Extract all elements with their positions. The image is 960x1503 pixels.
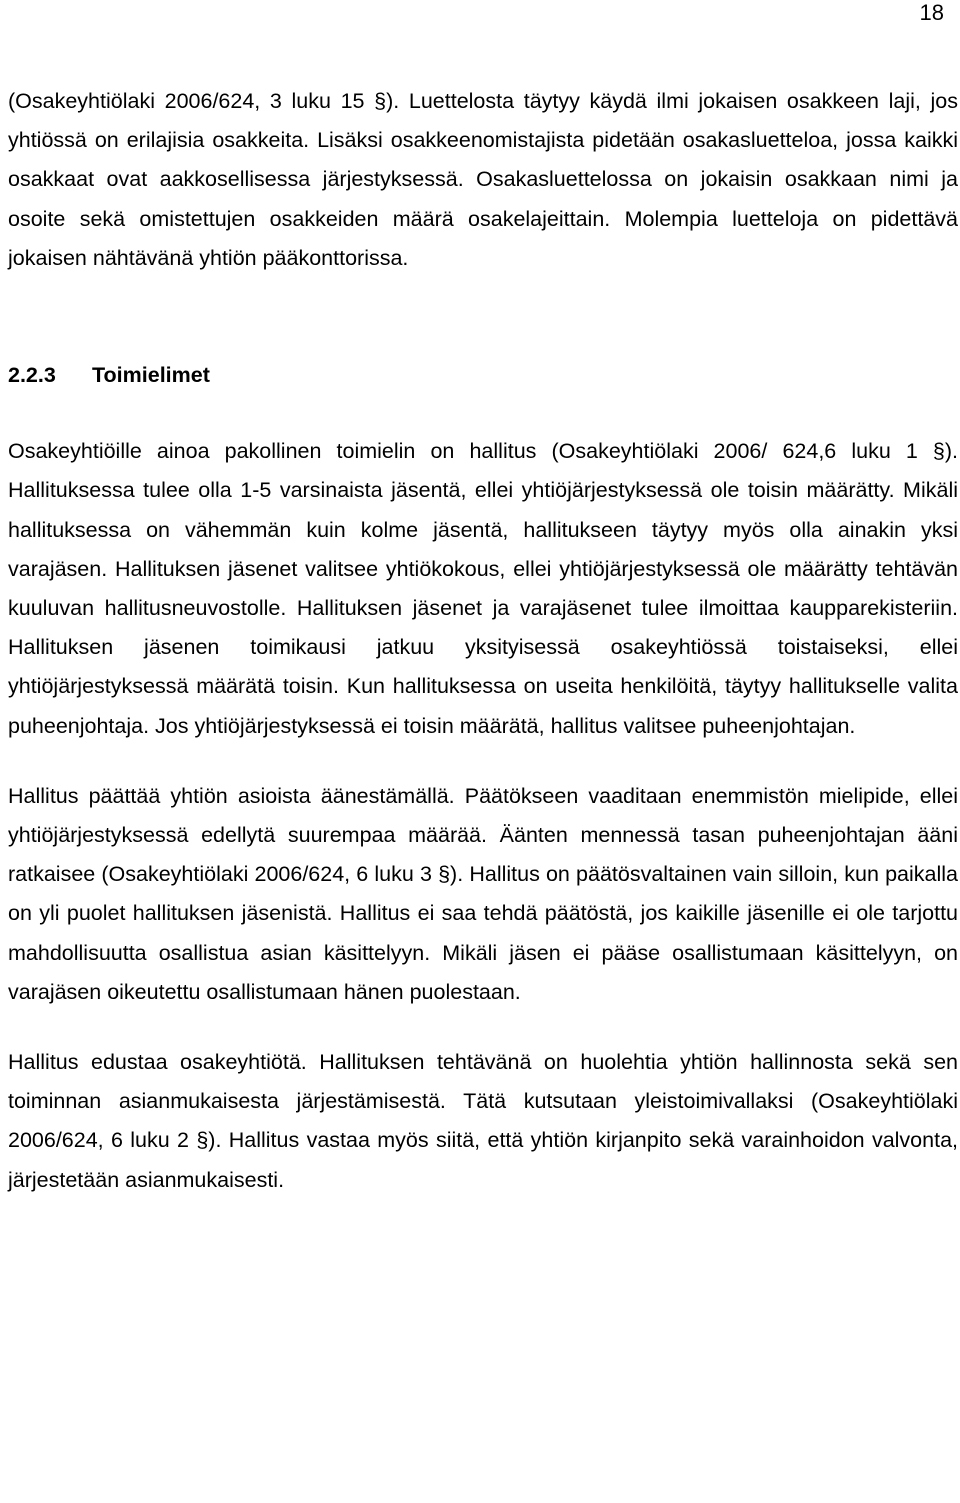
document-body: [8, 82, 958, 1200]
section-heading: [8, 356, 958, 395]
paragraph: (Osakeyhtiölaki 2006/624, 3 luku 15 §). Luettelosta täytyy käydä ilmi jokaisen osakkeen laji, jos yhtiössä on erilajisia osakkeita. Lisäksi osakkeenomistajista pidetään osakasluetteloa, jossa kaikki osakkaat ovat aakkosellisessa järjestyksessä. Osakasluettelossa on jokaisin osakkaan nimi ja osoite sekä omistettujen osakkeiden määrä osakelajeittain. Molempia luetteloja on pidettävä jokaisen nähtävänä yhtiön pääkonttorissa.: [8, 89, 958, 270]
page-number: 18: [919, 0, 944, 25]
paragraph: Hallitus edustaa osakeyhtiötä. Hallituksen tehtävänä on huolehtia yhtiön hallinnosta sekä sen toiminnan asianmukaisesta järjestämisestä. Tätä kutsutaan yleistoimivallaksi (Osakeyhtiölaki 2006/624, 6 luku 2 §). Hallitus vastaa myös siitä, että yhtiön kirjanpito sekä varainhoidon valvonta, järjestetään asianmukaisesti.: [8, 1050, 958, 1192]
paragraph: Hallitus päättää yhtiön asioista äänestämällä. Päätökseen vaaditaan enemmistön mielipide, ellei yhtiöjärjestyksessä edellytä suurempaa määrää. Äänten mennessä tasan puheenjohtajan ääni ratkaisee (Osakeyhtiölaki 2006/624, 6 luku 3 §). Hallitus on päätösvaltainen vain silloin, kun paikalla on yli puolet hallituksen jäsenistä. Hallitus ei saa tehdä päätöstä, jos kaikille jäsenille ei ole tarjottu mahdollisuutta osallistua asian käsittelyyn. Mikäli jäsen ei pääse osallistumaan käsittelyyn, on varajäsen oikeutettu osallistumaan hänen puolestaan.: [8, 783, 958, 1004]
section-number: 2.2.3: [8, 363, 56, 388]
paragraph: Osakeyhtiöille ainoa pakollinen toimielin on hallitus (Osakeyhtiölaki 2006/ 624,6 luku 1 §). Hallituksessa tulee olla 1-5 varsinaista jäsentä, ellei yhtiöjärjestyksessä ole toisin määrätty. Mikäli hallituksessa on vähemmän kuin kolme jäsentä, hallitukseen täytyy myös olla ainakin yksi varajäsen. Hallituksen jäsenet valitsee yhtiökokous, ellei yhtiöjärjestyksessä ole määrätty tehtävän kuuluvan hallitusneuvostolle. Hallituksen jäsenet ja varajäsenet tulee ilmoittaa kaupparekisteriin. Hallituksen jäsenen toimikausi jatkuu yksityisessä osakeyhtiössä toistaiseksi, ellei yhtiöjärjestyksessä määrätä toisin. Kun hallituksessa on useita henkilöitä, täytyy hallitukselle valita puheenjohtaja. Jos yhtiöjärjestyksessä ei toisin määrätä, hallitus valitsee puheenjohtajan.: [8, 439, 958, 738]
section-title: Toimielimet: [92, 363, 210, 388]
